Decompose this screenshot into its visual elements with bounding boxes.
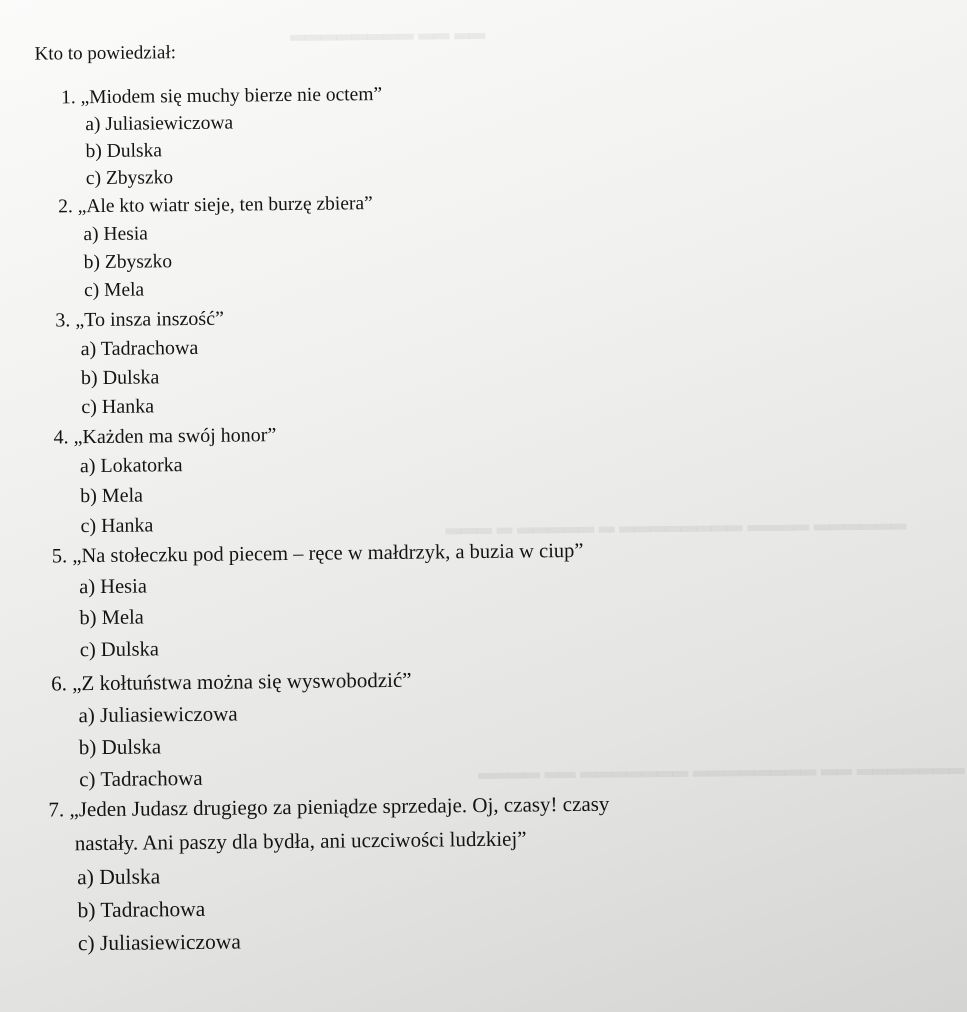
question-number: 6. (51, 671, 68, 696)
option-5b (79, 607, 144, 631)
question-text: „To insza inszość” (75, 307, 225, 332)
option-letter: c) (79, 767, 96, 792)
question-number: 5. (51, 545, 68, 568)
option-name: Zbyszko (105, 167, 174, 189)
question-2 (58, 193, 373, 218)
option-letter: a) (80, 338, 97, 361)
option-5a (79, 575, 147, 599)
option-7c (78, 930, 241, 957)
option-name: Tadrachowa (100, 765, 203, 791)
option-letter: c) (77, 931, 95, 956)
option-letter: a) (79, 576, 96, 599)
option-letter: a) (83, 223, 99, 246)
question-text: „Miodem się muchy bierze nie octem” (80, 84, 383, 109)
option-letter: c) (85, 167, 102, 190)
option-name: Mela (101, 484, 144, 507)
question-7 (48, 792, 609, 823)
option-letter: a) (78, 703, 95, 728)
option-name: Juliasiewiczowa (105, 112, 234, 135)
option-3a (81, 337, 199, 361)
option-letter: b) (77, 898, 96, 923)
option-letter: b) (80, 485, 97, 508)
option-7a (77, 864, 160, 890)
show-through-shadow: ▂▂▂▂▂▂▂ ▂▂ ▂▂▂▂▂▂▂▂ ▂▂▂▂▂▂▂ ▂▂ ▂▂▂▂ (477, 751, 965, 780)
option-letter: a) (85, 113, 101, 136)
show-through-shadow: ▂▂▂▂▂▂ ▂▂▂▂ ▂▂▂▂▂▂▂▂ ▂ ▂▂▂▂▂ ▂ ▂▂▂ (445, 507, 907, 535)
option-2a (83, 223, 148, 246)
question-6 (51, 668, 412, 697)
option-4a (80, 454, 183, 478)
option-name: Hesia (100, 575, 148, 598)
option-letter: b) (78, 735, 97, 760)
option-name: Mela (103, 279, 145, 301)
option-5c (80, 638, 159, 662)
option-4b (80, 485, 143, 509)
option-letter: c) (83, 279, 100, 302)
option-1c (86, 167, 173, 190)
option-letter: b) (79, 607, 97, 630)
option-name: Dulska (106, 140, 163, 162)
question-1 (61, 84, 382, 109)
question-text: „Na stołeczku pod piecem – ręce w małdrzyk, a buzia w ciup” (72, 539, 584, 568)
option-letter: c) (80, 515, 97, 538)
option-6c (79, 766, 203, 792)
option-letter: b) (85, 140, 102, 163)
question-number: 7. (48, 797, 65, 822)
question-number: 3. (55, 309, 71, 332)
option-letter: c) (79, 639, 96, 662)
option-letter: b) (80, 366, 98, 390)
option-letter: b) (83, 251, 101, 274)
question-number: 4. (53, 426, 69, 449)
option-name: Tadrachowa (100, 896, 206, 922)
option-name: Dulska (101, 734, 162, 759)
option-name: Lokatorka (100, 454, 183, 477)
option-letter: a) (79, 455, 96, 478)
option-name: Hanka (101, 395, 155, 418)
option-name: Hanka (100, 514, 154, 537)
quiz-heading: Kto to powiedział: (34, 42, 177, 65)
option-1b (85, 140, 162, 163)
option-2b (84, 251, 173, 274)
option-3c (81, 395, 154, 419)
option-3b (81, 366, 160, 390)
option-name: Dulska (100, 638, 160, 661)
option-name: Juliasiewiczowa (99, 701, 238, 727)
option-2c (84, 280, 144, 303)
option-4c (80, 514, 153, 538)
question-7-continued: nastały. Ani paszy dla bydła, ani uczciwości ludzkiej” (74, 826, 527, 856)
question-number: 2. (58, 196, 73, 218)
option-name: Tadrachowa (100, 336, 199, 360)
question-4 (53, 424, 276, 449)
option-7b (77, 897, 205, 923)
option-6a (78, 702, 237, 729)
option-name: Juliasiewiczowa (99, 929, 241, 956)
question-text: „Ale kto wiatr sieje, ten burzę zbiera” (77, 193, 373, 218)
option-name: Dulska (102, 366, 160, 389)
question-text: „Każden ma swój honor” (73, 424, 277, 449)
option-name: Mela (101, 606, 144, 629)
question-text: „Z kołtuństwa można się wyswobodzić” (72, 667, 412, 696)
question-number: 1. (60, 87, 76, 109)
option-6b (79, 734, 162, 760)
option-letter: c) (81, 396, 97, 419)
question-5 (52, 540, 584, 569)
option-1a (85, 113, 233, 137)
question-text: „Jeden Judasz drugiego za pieniądze sprzedaje. Oj, czasy! czasy (69, 791, 610, 822)
option-letter: a) (77, 865, 95, 890)
option-name: Dulska (99, 864, 161, 890)
option-name: Zbyszko (104, 251, 173, 273)
question-3 (55, 308, 224, 333)
show-through-shadow: ▂▂ ▂▂ ▂▂▂▂▂▂▂▂ (290, 16, 486, 41)
option-name: Hesia (103, 223, 149, 245)
